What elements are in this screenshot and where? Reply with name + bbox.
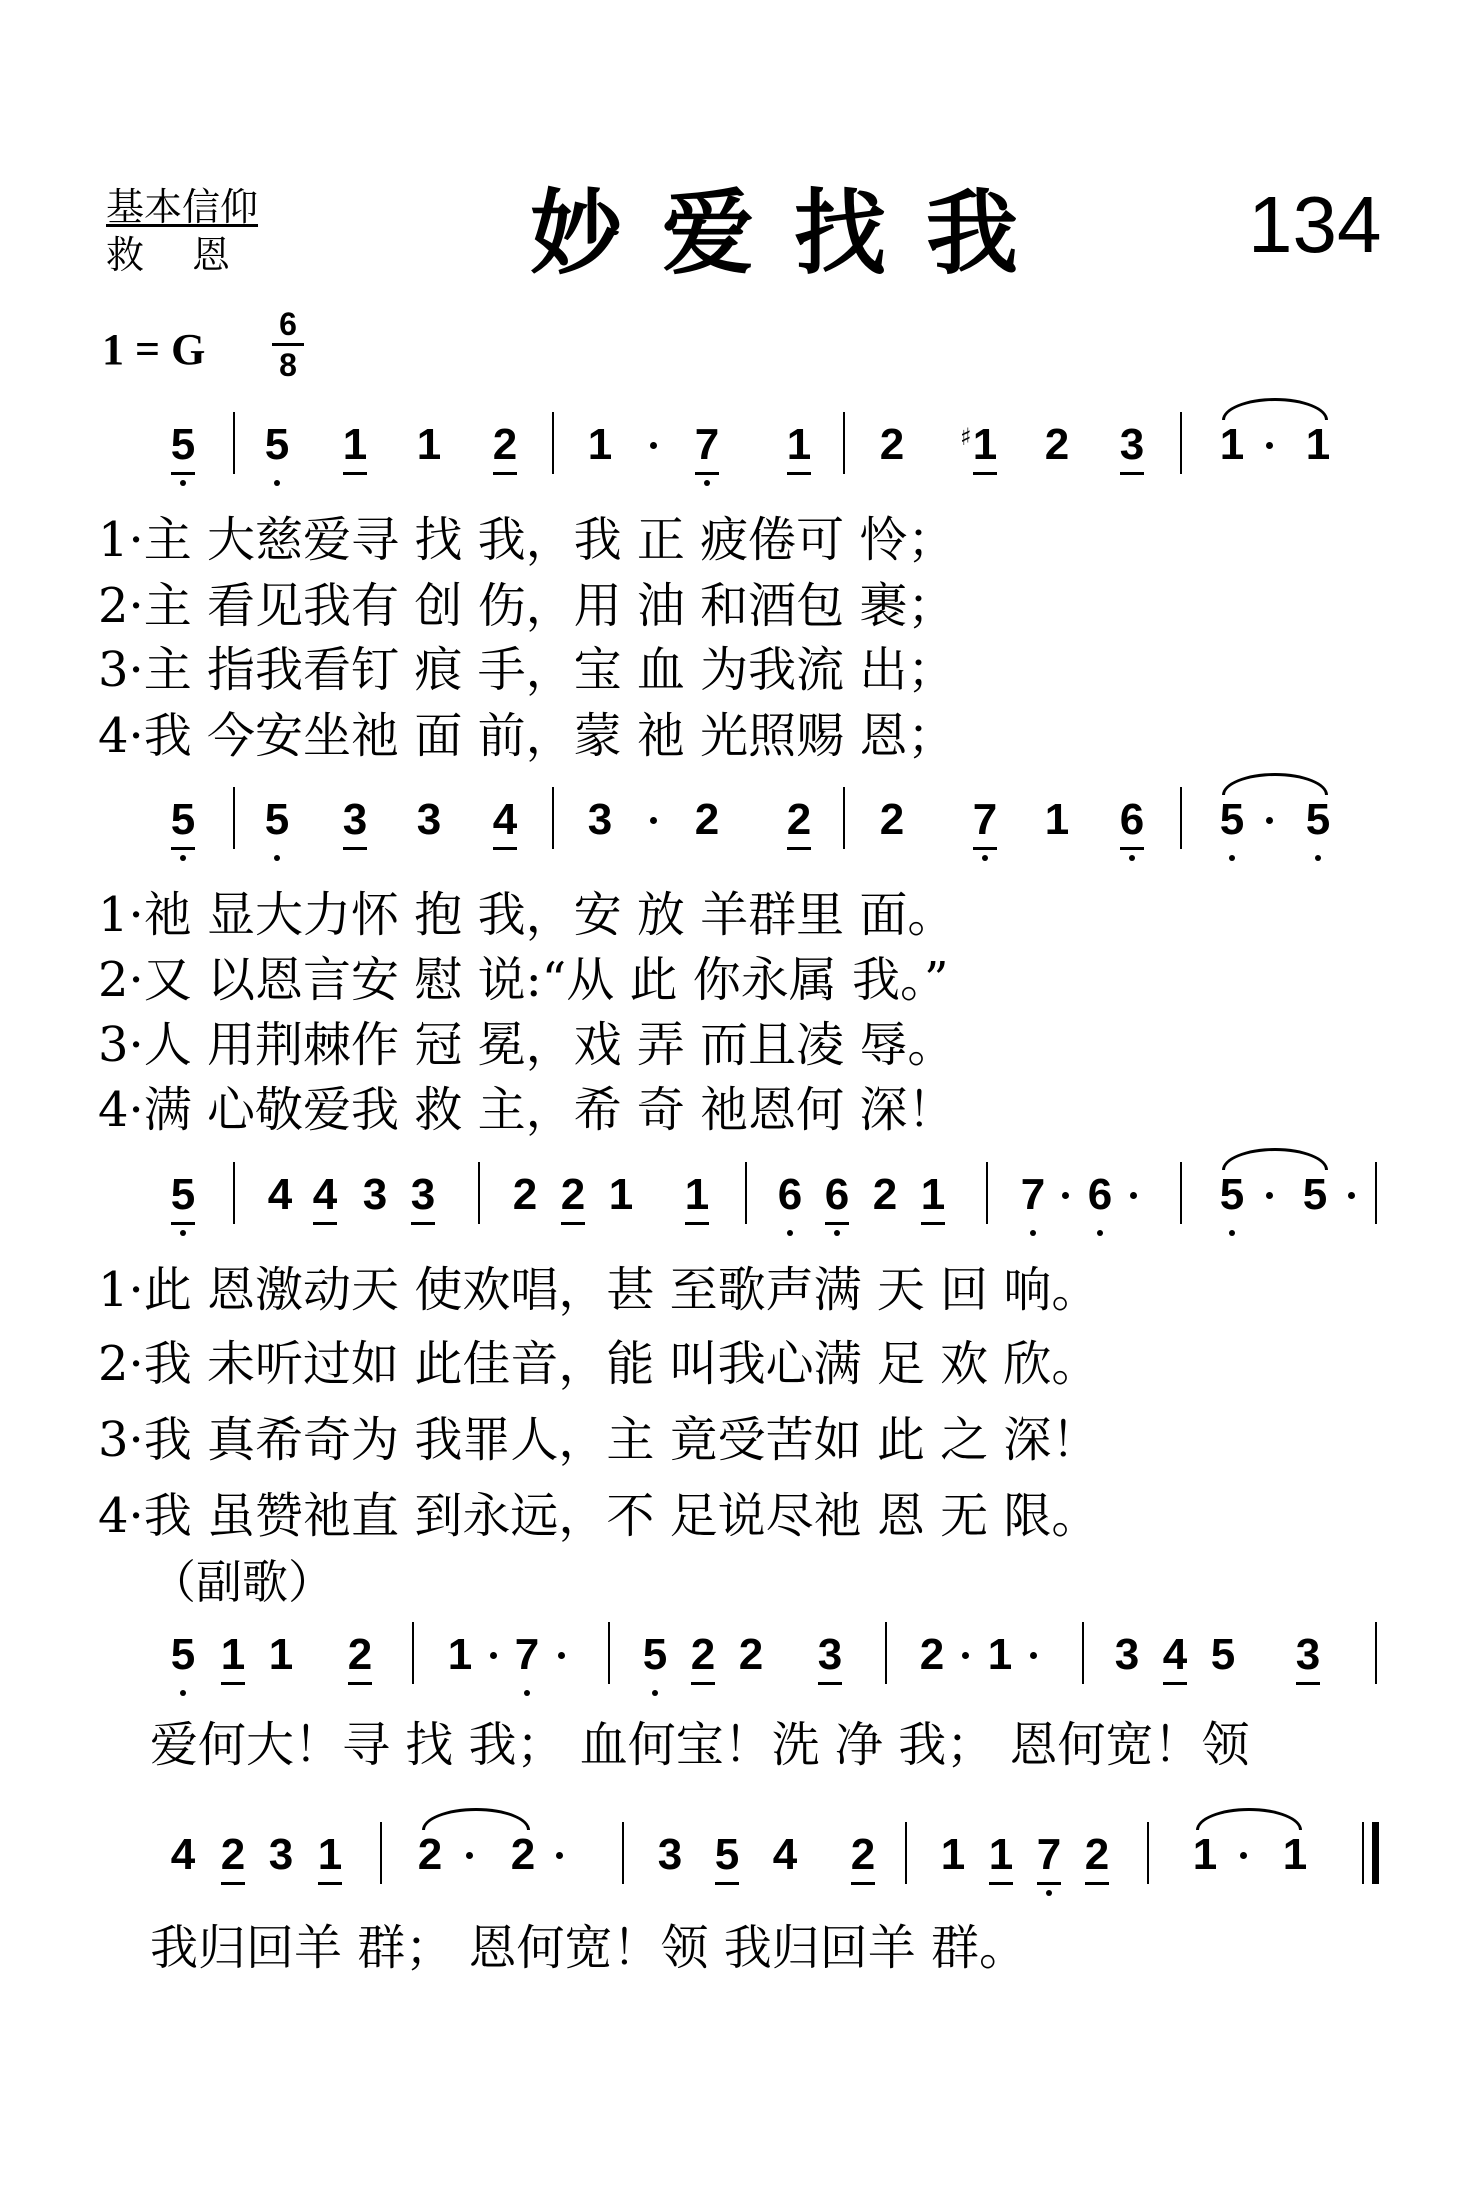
note: 3 bbox=[1293, 1630, 1323, 1680]
note: 6 bbox=[1085, 1170, 1115, 1220]
verse-2-line-3: 2·我 未听过如 此佳音，能 叫我心满 足 欢 欣。 bbox=[98, 1336, 1100, 1392]
note: 1 bbox=[587, 420, 613, 469]
note: 5 bbox=[1210, 1630, 1236, 1679]
note: 5 bbox=[1302, 1170, 1328, 1219]
note: 2 bbox=[872, 1170, 898, 1219]
note: 5 bbox=[168, 420, 198, 470]
verse-2-line-1: 2·主 看见我有 创 伤，用 油 和酒包 裹； bbox=[98, 578, 956, 634]
note: 3 bbox=[1117, 420, 1147, 470]
note: 4 bbox=[490, 795, 520, 845]
verse-2-line-2: 2·又 以恩言安 慰 说:“从 此 你永属 我。” bbox=[98, 952, 949, 1008]
note: 1 bbox=[987, 1630, 1013, 1679]
note: 2 bbox=[1082, 1830, 1112, 1880]
refrain-lyrics-line-1: 爱何大！寻 找 我； 血何宝！洗 净 我； 恩何宽！领 bbox=[150, 1717, 1250, 1773]
note: 2 bbox=[417, 1830, 443, 1879]
note: 2 bbox=[694, 795, 720, 844]
verse-1-line-1: 1·主 大慈爱寻 找 我，我 正 疲倦可 怜； bbox=[98, 512, 956, 568]
note: 2 bbox=[738, 1630, 764, 1679]
note: 1 bbox=[218, 1630, 248, 1680]
note: 1 bbox=[416, 420, 442, 469]
note: 2 bbox=[879, 420, 905, 469]
note: 2 bbox=[558, 1170, 588, 1220]
refrain-lyrics-line-2: 我归回羊 群； 恩何宽！领 我归回羊 群。 bbox=[150, 1920, 1028, 1976]
note: 4 bbox=[1160, 1630, 1190, 1680]
note: 7 bbox=[1034, 1830, 1064, 1880]
note: 3 bbox=[1114, 1630, 1140, 1679]
note: 2 bbox=[848, 1830, 878, 1880]
note: 3 bbox=[268, 1830, 294, 1879]
note: 2 bbox=[879, 795, 905, 844]
verse-1-line-2: 1·祂 显大力怀 抱 我，安 放 羊群里 面。 bbox=[98, 887, 956, 943]
note: 1 bbox=[784, 420, 814, 470]
note: 2 bbox=[218, 1830, 248, 1880]
note: 4 bbox=[310, 1170, 340, 1220]
note: 4 bbox=[170, 1830, 196, 1879]
note: 1 bbox=[1192, 1830, 1218, 1879]
hymn-title: 妙爱找我 bbox=[530, 179, 1059, 287]
note: 6 bbox=[822, 1170, 852, 1220]
note: 2 bbox=[1044, 420, 1070, 469]
verse-3-line-3: 3·我 真希奇为 我罪人，主 竟受苦如 此 之 深！ bbox=[98, 1412, 1100, 1468]
verse-1-line-3: 1·此 恩激动天 使欢唱，甚 至歌声满 天 回 响。 bbox=[98, 1262, 1100, 1318]
note: 1 bbox=[682, 1170, 712, 1220]
time-signature-top: 6 bbox=[279, 306, 297, 342]
time-signature-bottom: 8 bbox=[279, 347, 297, 383]
notation-line-1 bbox=[0, 420, 1477, 510]
note: 1 bbox=[1282, 1830, 1308, 1879]
note: 4 bbox=[772, 1830, 798, 1879]
verse-4-line-1: 4·我 今安坐祂 面 前，蒙 祂 光照赐 恩； bbox=[98, 708, 956, 764]
note: 3 bbox=[815, 1630, 845, 1680]
note: 5 bbox=[168, 1630, 198, 1680]
note: 1 bbox=[340, 420, 370, 470]
note: 5 bbox=[712, 1830, 742, 1880]
verse-4-line-3: 4·我 虽赞祂直 到永远，不 足说尽祂 恩 无 限。 bbox=[98, 1488, 1100, 1544]
note: 7 bbox=[1018, 1170, 1048, 1220]
note: 6 bbox=[775, 1170, 805, 1220]
verse-3-line-2: 3·人 用荆棘作 冠 冕，戏 弄 而且凌 辱。 bbox=[98, 1017, 956, 1073]
note: 2 bbox=[490, 420, 520, 470]
note: 5 bbox=[262, 420, 292, 470]
note: 5 bbox=[1217, 795, 1247, 845]
note: 7 bbox=[512, 1630, 542, 1680]
subcategory-label: 救恩 bbox=[106, 233, 279, 277]
notation-line-4 bbox=[0, 1630, 1477, 1720]
notation-line-2 bbox=[0, 795, 1477, 885]
notation-line-3 bbox=[0, 1170, 1477, 1260]
notation-line-5 bbox=[0, 1830, 1477, 1920]
hymn-number: 134 bbox=[1248, 180, 1382, 269]
note: 5 bbox=[1217, 1170, 1247, 1220]
note: 2 bbox=[688, 1630, 718, 1680]
note: 5 bbox=[168, 795, 198, 845]
note: 3 bbox=[340, 795, 370, 845]
note: 1 bbox=[1305, 420, 1331, 469]
verse-3-line-1: 3·主 指我看钉 痕 手，宝 血 为我流 出； bbox=[98, 642, 956, 698]
note: 5 bbox=[168, 1170, 198, 1220]
note: 3 bbox=[587, 795, 613, 844]
note: 1 bbox=[315, 1830, 345, 1880]
note: 2 bbox=[345, 1630, 375, 1680]
note: 1 bbox=[1219, 420, 1245, 469]
refrain-label: （副歌） bbox=[150, 1555, 334, 1609]
note: 1 bbox=[986, 1830, 1016, 1880]
category-label: 基本信仰 bbox=[106, 185, 259, 229]
note: 4 bbox=[267, 1170, 293, 1219]
note: 2 bbox=[512, 1170, 538, 1219]
note: 1 bbox=[1044, 795, 1070, 844]
note: 3 bbox=[408, 1170, 438, 1220]
note: 1 bbox=[940, 1830, 966, 1879]
note: 1 bbox=[608, 1170, 634, 1219]
verse-4-line-2: 4·满 心敬爱我 救 主，希 奇 祂恩何 深！ bbox=[98, 1082, 956, 1138]
note: 5 bbox=[1303, 795, 1333, 845]
note: 1 bbox=[268, 1630, 294, 1679]
note: 1 bbox=[447, 1630, 473, 1679]
note: 7 bbox=[692, 420, 722, 470]
note: 2 bbox=[510, 1830, 536, 1879]
note: 6 bbox=[1117, 795, 1147, 845]
note: 5 bbox=[640, 1630, 670, 1680]
note: 3 bbox=[362, 1170, 388, 1219]
note: 1 bbox=[918, 1170, 948, 1220]
note: 7 bbox=[970, 795, 1000, 845]
note: ♯ 1 bbox=[970, 420, 1000, 470]
key-signature: 1 = G bbox=[102, 325, 206, 374]
note: 3 bbox=[416, 795, 442, 844]
note: 3 bbox=[657, 1830, 683, 1879]
note: 2 bbox=[784, 795, 814, 845]
note: 5 bbox=[262, 795, 292, 845]
time-signature bbox=[270, 308, 306, 381]
note: 2 bbox=[919, 1630, 945, 1679]
